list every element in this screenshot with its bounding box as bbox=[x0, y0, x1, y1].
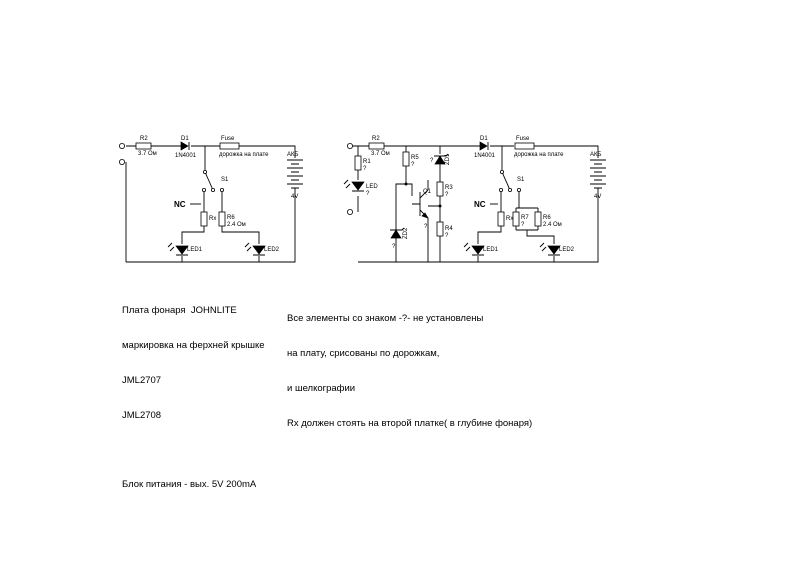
right-d1-label: D1 bbox=[480, 136, 488, 142]
left-battery-icon bbox=[287, 160, 303, 188]
right-r5-resistor bbox=[403, 152, 409, 166]
right-note-line4: Rx должен стоять на второй платке( в глубине фонаря) bbox=[287, 417, 533, 429]
right-r1-resistor bbox=[355, 156, 361, 170]
left-r2-resistor bbox=[136, 143, 151, 149]
right-q1-value: ? bbox=[424, 224, 428, 230]
right-note-line3: и шелкографии bbox=[287, 382, 356, 394]
right-r3-label: R3 bbox=[445, 185, 453, 191]
left-rx-resistor bbox=[201, 212, 207, 226]
right-r2-value: 3.7 Ом bbox=[371, 151, 390, 157]
right-terminal-plus bbox=[347, 143, 352, 148]
left-d1-part: 1N4001 bbox=[175, 153, 197, 159]
right-r4-label: R4 bbox=[445, 226, 453, 232]
left-fuse bbox=[220, 143, 239, 149]
left-note-line3: JML2707 bbox=[122, 374, 162, 386]
right-switch-wire bbox=[478, 146, 554, 244]
right-notes bbox=[287, 290, 532, 441]
left-circuit bbox=[119, 136, 303, 262]
right-q1-transistor bbox=[422, 213, 428, 218]
right-fuse-label: Fuse bbox=[516, 136, 530, 142]
right-d1-diode bbox=[480, 142, 487, 150]
left-battery-label: АКБ bbox=[287, 152, 299, 158]
right-terminal-minus bbox=[347, 209, 352, 214]
right-zd2-label: ZD2 bbox=[403, 227, 409, 239]
right-zd1-value: ? bbox=[430, 158, 434, 164]
right-r1-value: ? bbox=[363, 166, 367, 172]
left-led-ground bbox=[182, 256, 259, 262]
right-r3-resistor bbox=[437, 182, 443, 196]
left-d1-diode bbox=[181, 142, 188, 150]
right-r4-resistor bbox=[437, 222, 443, 236]
right-r3-value: ? bbox=[445, 192, 449, 198]
left-led1-label: LED1 bbox=[187, 247, 203, 253]
right-fuse-note: дорожка на плате bbox=[514, 152, 564, 158]
right-zd1-label: ZD1 bbox=[445, 153, 451, 165]
left-nc-label: NC bbox=[174, 200, 186, 209]
right-battery-voltage: 4V bbox=[594, 194, 602, 200]
right-led1-label: LED1 bbox=[483, 247, 499, 253]
right-battery-label: АКБ bbox=[590, 152, 602, 158]
left-note-line4: JML2708 bbox=[122, 409, 162, 421]
right-r7-label: R7 bbox=[521, 215, 529, 221]
right-r7-value: ? bbox=[521, 222, 525, 228]
left-d1-label: D1 bbox=[181, 136, 189, 142]
left-r6-label: R6 bbox=[227, 215, 235, 221]
left-r2-value: 3.7 Ом bbox=[138, 151, 157, 157]
right-d1-part: 1N4001 bbox=[474, 153, 496, 159]
right-battery-icon bbox=[590, 160, 606, 188]
left-fuse-note: дорожка на плате bbox=[219, 152, 269, 158]
right-r1-label: R1 bbox=[363, 159, 371, 165]
left-note-line2: маркировка на ферхней крышке bbox=[122, 339, 265, 351]
right-r2-label: R2 bbox=[372, 136, 380, 142]
right-led2-label: LED2 bbox=[559, 247, 575, 253]
right-note-line1: Все элементы со знаком -?- не установлены bbox=[287, 313, 484, 325]
left-r6-resistor bbox=[219, 212, 225, 226]
left-switch-wire bbox=[182, 146, 259, 244]
right-zd2-value: ? bbox=[392, 244, 396, 250]
right-r6-label: R6 bbox=[543, 215, 551, 221]
left-battery-voltage: 4V bbox=[291, 194, 299, 200]
left-terminal-plus bbox=[119, 143, 124, 148]
left-switch-pivot bbox=[203, 170, 206, 173]
right-r2-resistor bbox=[369, 143, 384, 149]
right-r6-value: 2.4 Ом bbox=[543, 222, 562, 228]
right-r4-value: ? bbox=[445, 233, 449, 239]
right-r5-value: ? bbox=[411, 162, 415, 168]
left-switch-label: S1 bbox=[221, 177, 229, 183]
left-led2-label: LED2 bbox=[264, 247, 280, 253]
left-r6-value: 2.4 Ом bbox=[227, 222, 246, 228]
right-rx-resistor bbox=[498, 212, 504, 226]
right-r5-label: R5 bbox=[411, 155, 419, 161]
right-led0-icon bbox=[352, 182, 364, 190]
left-notes bbox=[122, 282, 265, 502]
left-note-line5: Блок питания - вых. 5V 200mA bbox=[122, 478, 257, 490]
right-zd2-zener bbox=[391, 230, 401, 238]
left-r2-label: R2 bbox=[140, 136, 148, 142]
right-led0-value: ? bbox=[366, 191, 370, 197]
right-circuit bbox=[344, 136, 606, 262]
right-q1-label: Q1 bbox=[423, 189, 432, 195]
right-switch-pivot bbox=[500, 170, 503, 173]
right-r7-resistor bbox=[513, 212, 519, 226]
right-zd1-zener bbox=[435, 156, 445, 164]
left-note-line1: Плата фонаря JOHNLITE bbox=[122, 305, 237, 317]
right-rx-label: Rx bbox=[506, 216, 514, 222]
left-terminal-minus bbox=[119, 159, 124, 164]
right-fuse bbox=[515, 143, 534, 149]
right-r6-resistor bbox=[535, 212, 541, 226]
left-rx-label: Rx bbox=[209, 216, 217, 222]
right-switch-label: S1 bbox=[517, 177, 525, 183]
right-nc-label: NC bbox=[474, 200, 486, 209]
left-fuse-label: Fuse bbox=[221, 136, 235, 142]
right-led0-label: LED bbox=[366, 184, 378, 190]
right-note-line2: на плату, срисованы по дорожкам, bbox=[287, 347, 440, 359]
